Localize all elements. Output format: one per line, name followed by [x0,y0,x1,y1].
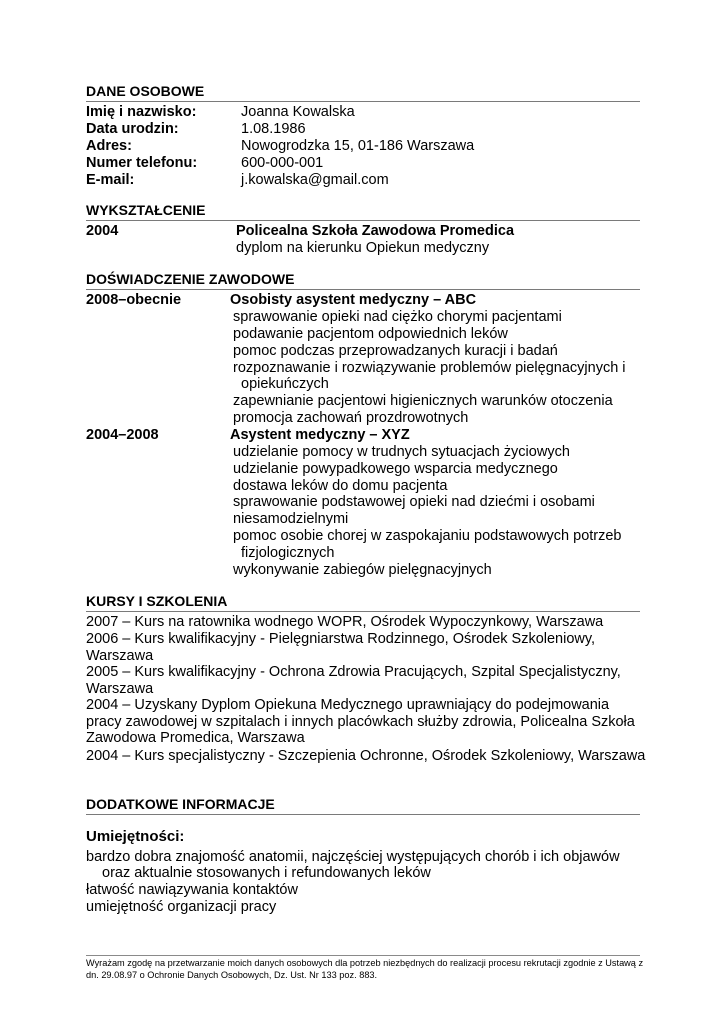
education-heading: WYKSZTAŁCENIE [86,202,640,221]
job-2-duty-cont: fizjologicznych [241,545,335,561]
job-1-title: Osobisty asystent medyczny – ABC [230,292,477,308]
job-2-duty-cont: niesamodzielnymi [233,511,349,527]
course-item: 2006 – Kurs kwalifikacyjny - Pielęgniarstwa Rodzinnego, Ośrodek Szkoleniowy, Warszawa [86,631,596,664]
footer-divider [86,955,640,956]
job-1-duty-cont: opiekuńczych [241,376,329,392]
personal-heading: DANE OSOBOWE [86,83,640,102]
skill-item: umiejętność organizacji pracy [86,899,277,915]
education-school: Policealna Szkoła Zawodowa Promedica [236,223,515,239]
job-2-period: 2004–2008 [86,427,159,443]
name-label: Imię i nazwisko: [86,104,197,120]
email-label: E-mail: [86,172,135,188]
job-2-duty: udzielanie powypadkowego wsparcia medycznego [233,461,558,477]
course-item: 2004 – Kurs specjalistyczny - Szczepienia Ochronne, Ośrodek Szkoleniowy, Warszawa [86,748,646,764]
skill-item: bardzo dobra znajomość anatomii, najczęściej występujących chorób i ich objawów [86,849,620,865]
job-1-duty: podawanie pacjentom odpowiednich leków [233,326,508,342]
course-item: 2005 – Kurs kwalifikacyjny - Ochrona Zdrowia Pracujących, Szpital Specjalistyczny, Warszawa [86,664,621,697]
consent-clause: Wyrażam zgodę na przetwarzanie moich danych osobowych dla potrzeb niezbędnych do realizacji procesu rekrutacji zgodnie z Ustawą z dn. 29.08.97 o Ochronie Danych Osobowych, Dz. Ust. Nr 133 poz. 883. [86,958,644,980]
birthdate-label: Data urodzin: [86,121,179,137]
skill-item: łatwość nawiązywania kontaktów [86,882,298,898]
job-2-duty: sprawowanie podstawowej opieki nad dziećmi i osobami [233,494,595,510]
job-1-duty: sprawowanie opieki nad ciężko chorymi pacjentami [233,309,562,325]
job-1-duty: zapewnianie pacjentowi higienicznych warunków otoczenia [233,393,613,409]
job-1-duty: promocja zachowań prozdrowotnych [233,410,469,426]
skill-item-cont: oraz aktualnie stosowanych i refundowanych leków [102,865,431,881]
job-1-duty: pomoc podczas przeprowadzanych kuracji i badań [233,343,558,359]
job-1-period: 2008–obecnie [86,292,182,308]
phone-label: Numer telefonu: [86,155,198,171]
name-value: Joanna Kowalska [241,104,355,120]
education-degree: dyplom na kierunku Opiekun medyczny [236,240,490,256]
course-item: 2004 – Uzyskany Dyplom Opiekuna Medycznego uprawniający do podejmowania pracy zawodowej w szpitalach i innych placówkach służby zdrowia, Policealna Szkoła Zawodowa Promedica, Warszawa [86,697,635,747]
address-label: Adres: [86,138,132,154]
job-2-duty: pomoc osobie chorej w zaspokajaniu podstawowych potrzeb [233,528,622,544]
education-year: 2004 [86,223,119,239]
phone-value: 600-000-001 [241,155,324,171]
skills-heading: Umiejętności: [86,828,185,845]
experience-heading: DOŚWIADCZENIE ZAWODOWE [86,271,640,290]
additional-heading: DODATKOWE INFORMACJE [86,796,640,815]
courses-heading: KURSY I SZKOLENIA [86,593,640,612]
job-2-title: Asystent medyczny – XYZ [230,427,410,443]
address-value: Nowogrodzka 15, 01-186 Warszawa [241,138,475,154]
course-item: 2007 – Kurs na ratownika wodnego WOPR, Ośrodek Wypoczynkowy, Warszawa [86,614,604,630]
job-2-duty: udzielanie pomocy w trudnych sytuacjach życiowych [233,444,570,460]
job-2-duty: wykonywanie zabiegów pielęgnacyjnych [233,562,492,578]
job-2-duty: dostawa leków do domu pacjenta [233,478,448,494]
email-value: j.kowalska@gmail.com [241,172,389,188]
birthdate-value: 1.08.1986 [241,121,306,137]
job-1-duty: rozpoznawanie i rozwiązywanie problemów pielęgnacyjnych i [233,360,626,376]
